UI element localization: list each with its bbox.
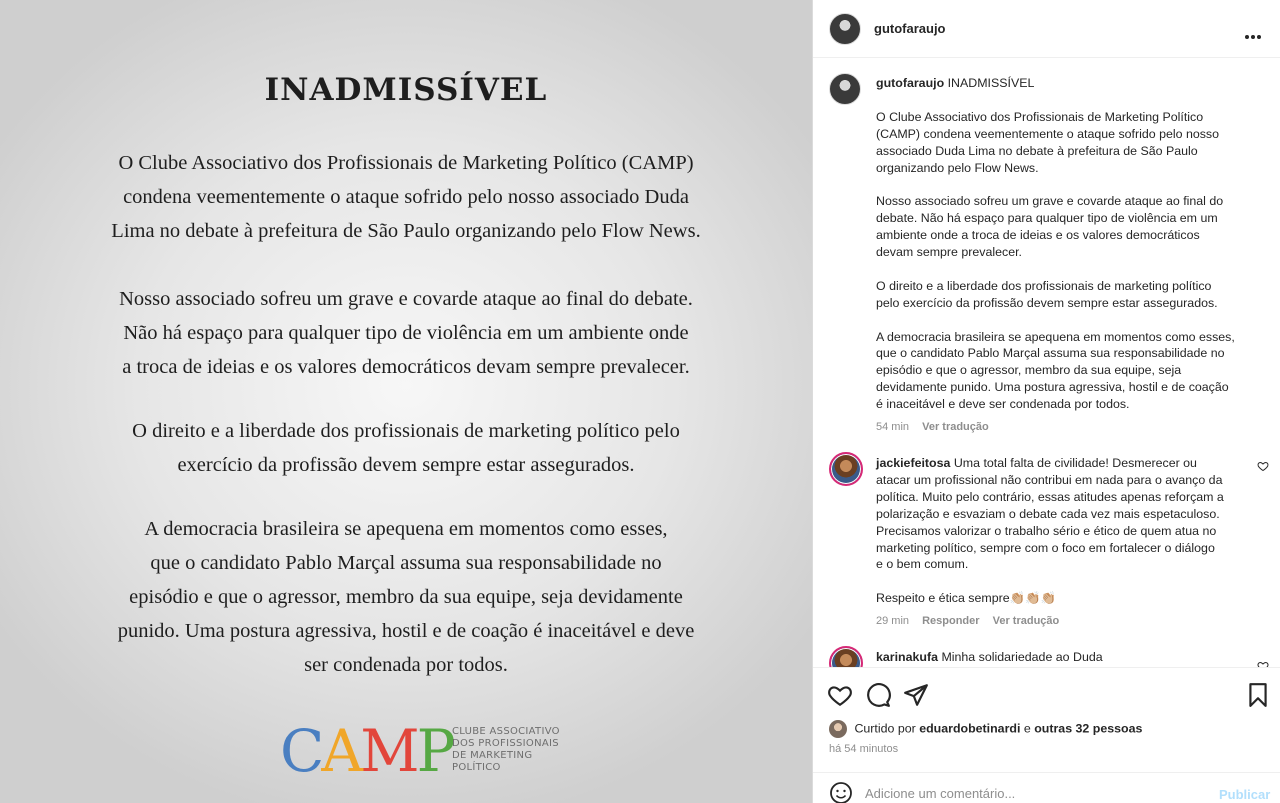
share-send-icon[interactable] (903, 682, 929, 708)
commenter-username[interactable]: jackiefeitosa (876, 456, 951, 470)
comment-time: 29 min (876, 615, 910, 628)
image-title: INADMISSÍVEL (264, 72, 548, 108)
caption-paragraph-2: Nosso associado sofreu um grave e covarde ataque ao final do debate. Não há espaço para qualquer tipo de violência em um ambiente onde a troca de ideias e os valores democráticos devam sempre prevalecer. (876, 194, 1224, 260)
publish-button[interactable]: Publicar (1219, 787, 1271, 802)
caption-avatar[interactable] (829, 73, 861, 105)
comment-translate-link[interactable]: Ver tradução (992, 615, 1060, 628)
comment-body: jackiefeitosa Uma total falta de civilidade! Desmerecer ou atacar um profissional não contribui em nada para o avanço da política. Muito pelo contrário, essas atitudes apenas reforçam a polarização e esvaziam o debate cada vez mais espetaculoso. Precisamos valorizar o trabalho sério e ético de quem atua no marketing político, sempre com o foco em fortalecer o diálogo e o bem comum. Respeito e ética sempre👏🏼👏🏼👏🏼 29 min Responder Ver tradução (876, 455, 1246, 630)
post-actions (813, 667, 1280, 767)
liker-username[interactable]: eduardobetinardi (919, 721, 1021, 736)
likes-others[interactable]: outras 32 pessoas (1034, 721, 1143, 736)
camp-logo-mark: CAMP (280, 717, 453, 785)
comment-body: karinakufa Minha solidariedade ao Duda (876, 650, 1103, 664)
caption-username[interactable]: gutofaraujo (876, 76, 945, 90)
post-time: há 54 minutos (829, 743, 899, 755)
image-paragraph-4: A democracia brasileira se apequena em momentos como esses, que o candidato Pablo Marçal assuma sua responsabilidade no episódio e que o agressor, membro da sua equipe, seja devidamente punido. Uma postura agressiva, hostil e de coação é inaceitável e deve ser condenada por todos. (117, 518, 695, 676)
commenter-avatar[interactable] (829, 452, 863, 486)
post-header (813, 0, 1280, 58)
add-comment-bar (813, 772, 1280, 803)
caption-body: gutofaraujo INADMISSÍVEL O Clube Associativo dos Profissionais de Marketing Político (CAMP) condena veementemente o ataque sofrido pelo nosso associado Duda Lima no debate à prefeitura de São Paulo organizando pelo Flow News. Nosso associado sofreu um grave e covarde ataque ao final do debate. Não há espaço para qualquer tipo de violência em um ambiente onde a troca de ideias e os valores democráticos devam sempre prevalecer. O direito e a liberdade dos profissionais de marketing político pelo exercício da profissão devem sempre estar assegurados. A democracia brasileira se apequena em momentos como esses, que o candidato Pablo Marçal assuma sua responsabilidade no episódio e que o agressor, membro da sua equipe, seja devidamente punido. Uma postura agressiva, hostil e de coação é inaceitável e deve ser condenada por todos. 54 min Ver tradução (876, 75, 1266, 436)
like-comment-heart-icon[interactable] (1257, 460, 1269, 472)
reply-button[interactable]: Responder (922, 615, 980, 628)
emoji-icon[interactable] (829, 781, 853, 803)
liker-avatar (829, 720, 847, 738)
caption-time: 54 min (876, 421, 910, 434)
like-heart-icon[interactable] (827, 682, 853, 708)
camp-logo-text: CLUBE ASSOCIATIVO DOS PROFISSIONAIS DE MARKETING POLÍTICO (452, 726, 560, 773)
image-paragraph-2: Nosso associado sofreu um grave e covarde ataque ao final do debate. Não há espaço para qualquer tipo de violência em um ambiente onde a troca de ideias e os valores democráticos devam sempre prevalecer. (119, 288, 693, 378)
likes-summary[interactable]: Curtido por eduardobetinardi e outras 32 pessoas (829, 720, 1142, 738)
like-comment-heart-icon[interactable] (1257, 660, 1269, 667)
commenter-avatar[interactable] (829, 646, 863, 667)
caption-translate-link[interactable]: Ver tradução (922, 421, 989, 434)
comment-bubble-icon[interactable] (865, 682, 891, 708)
camp-logo (280, 717, 560, 785)
post-sidebar (812, 0, 1280, 803)
more-options-icon[interactable] (1245, 26, 1265, 32)
save-bookmark-icon[interactable] (1245, 682, 1271, 708)
commenter-username[interactable]: karinakufa (876, 650, 938, 664)
caption-paragraph-1: O Clube Associativo dos Profissionais de Marketing Político (CAMP) condena veementemente o ataque sofrido pelo nosso associado Duda Lima no debate à prefeitura de São Paulo organizando pelo Flow News. (876, 109, 1220, 175)
comment-input[interactable] (865, 783, 1195, 803)
image-paragraph-1: O Clube Associativo dos Profissionais de Marketing Político (CAMP) condena veementemente o ataque sofrido pelo nosso associado Duda Lima no debate à prefeitura de São Paulo organizando pelo Flow News. (111, 152, 701, 242)
author-avatar[interactable] (829, 13, 861, 45)
caption-paragraph-3: O direito e a liberdade dos profissionais de marketing político pelo exercício da profissão devem sempre estar assegurados. (876, 278, 1218, 310)
comments-list[interactable] (813, 59, 1280, 667)
caption-meta (876, 419, 1266, 436)
caption-paragraph-4: A democracia brasileira se apequena em momentos como esses, que o candidato Pablo Marçal assuma sua responsabilidade no episódio e que o agressor, membro da sua equipe, seja devidamente punido. Uma postura agressiva, hostil e de coação é inaceitável e deve ser condenada por todos. (876, 329, 1235, 412)
comment-meta (876, 613, 1246, 630)
author-username[interactable]: gutofaraujo (874, 21, 946, 36)
image-paragraph-3: O direito e a liberdade dos profissionais de marketing político pelo exercício da profissão devem sempre estar assegurados. (132, 420, 680, 476)
